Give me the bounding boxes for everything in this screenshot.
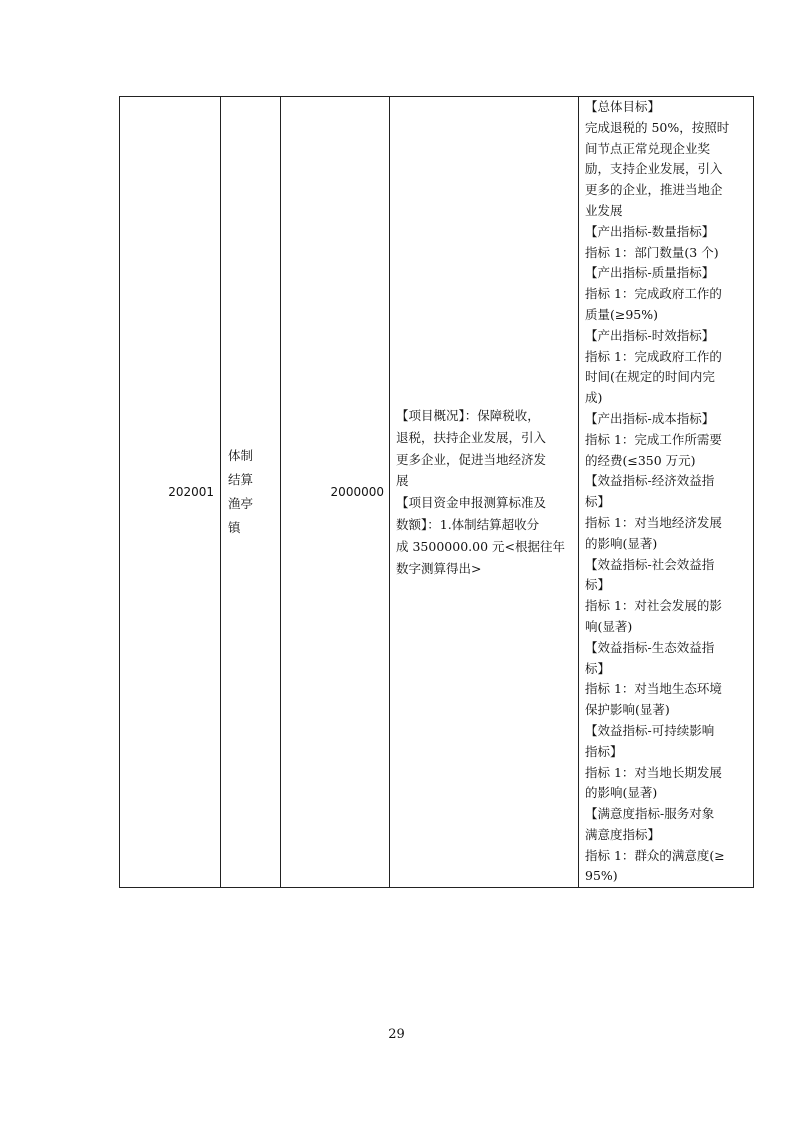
- goal-line: 质量(≥95%): [585, 306, 659, 322]
- goal-line: 指标 1：完成工作所需要: [585, 431, 722, 447]
- goal-line: 指标 1：对当地生态环境: [585, 681, 722, 697]
- overview-line: 数字测算得出>: [396, 560, 482, 576]
- goal-line: 【效益指标-生态效益指: [585, 639, 715, 655]
- unit-name-line: 镇: [228, 520, 241, 536]
- unit-name-line: 体制: [228, 448, 254, 464]
- goal-line: 【产出指标-质量指标】: [585, 265, 715, 281]
- goal-line: 【效益指标-社会效益指: [585, 556, 715, 572]
- goal-line: 【满意度指标-服务对象: [585, 806, 715, 822]
- overview-line: 【项目资金申报测算标准及: [396, 495, 547, 511]
- page-number: 29: [388, 1027, 405, 1042]
- goal-line: 指标 1：完成政府工作的: [585, 348, 722, 364]
- goal-line: 的影响(显著): [585, 535, 658, 551]
- goal-line: 指标 1：对当地经济发展: [585, 514, 722, 530]
- goal-line: 指标 1：对社会发展的影: [585, 598, 722, 614]
- performance-goals-cell: [579, 97, 754, 888]
- goal-line: 95%): [585, 868, 618, 884]
- goal-line: 的影响(显著): [585, 785, 658, 801]
- goal-line: 指标 1：群众的满意度(≥: [585, 847, 725, 863]
- overview-line: 【项目概况】：保障税收，: [396, 407, 540, 423]
- goal-line: 间节点正常兑现企业奖: [585, 140, 711, 156]
- goal-line: 【效益指标-经济效益指: [585, 473, 715, 489]
- goal-line: 标】: [585, 577, 611, 593]
- goal-line: 【效益指标-可持续影响: [585, 722, 715, 738]
- project-code-cell: 202001: [120, 97, 221, 888]
- unit-name-line: 结算: [228, 472, 254, 488]
- goal-line: 指标 1：部门数量(3 个): [585, 244, 719, 260]
- goal-line: 完成退税的 50%，按照时: [585, 119, 730, 135]
- overview-line: 成 3500000.00 元<根据往年: [396, 538, 565, 554]
- goal-line: 【产出指标-时效指标】: [585, 327, 715, 343]
- goal-line: 满意度指标】: [585, 826, 661, 842]
- unit-name-line: 渔亭: [228, 496, 254, 512]
- goal-line: 【产出指标-成本指标】: [585, 410, 715, 426]
- goal-line: 【总体目标】: [585, 99, 661, 114]
- goal-line: 标】: [585, 494, 611, 510]
- project-overview-cell: [390, 97, 579, 888]
- unit-name-cell: [221, 97, 281, 888]
- goal-line: 业发展: [585, 202, 623, 218]
- overview-line: 退税，扶持企业发展，引入: [396, 429, 547, 445]
- amount-cell: 2000000: [281, 97, 390, 888]
- goal-line: 时间(在规定的时间内完: [585, 369, 715, 385]
- goal-line: 标】: [585, 660, 611, 676]
- table-row: [120, 97, 754, 888]
- goal-line: 保护影响(显著): [585, 702, 670, 718]
- overview-line: 更多企业，促进当地经济发: [396, 451, 547, 467]
- budget-table: [119, 96, 754, 888]
- overview-line: 数额】：1.体制结算超收分: [396, 516, 540, 532]
- goal-line: 更多的企业，推进当地企: [585, 182, 723, 198]
- goal-line: 励，支持企业发展，引入: [585, 161, 723, 177]
- goal-line: 成): [585, 390, 603, 406]
- goal-line: 指标 1：对当地长期发展: [585, 764, 722, 780]
- goals-list: [585, 97, 749, 887]
- goal-line: 的经费(≤350 万元): [585, 452, 696, 468]
- goal-line: 指标 1：完成政府工作的: [585, 286, 722, 302]
- overview-line: 展: [396, 473, 409, 489]
- goal-line: 【产出指标-数量指标】: [585, 223, 715, 239]
- goal-line: 响(显著): [585, 618, 633, 634]
- goal-line: 指标】: [585, 743, 623, 759]
